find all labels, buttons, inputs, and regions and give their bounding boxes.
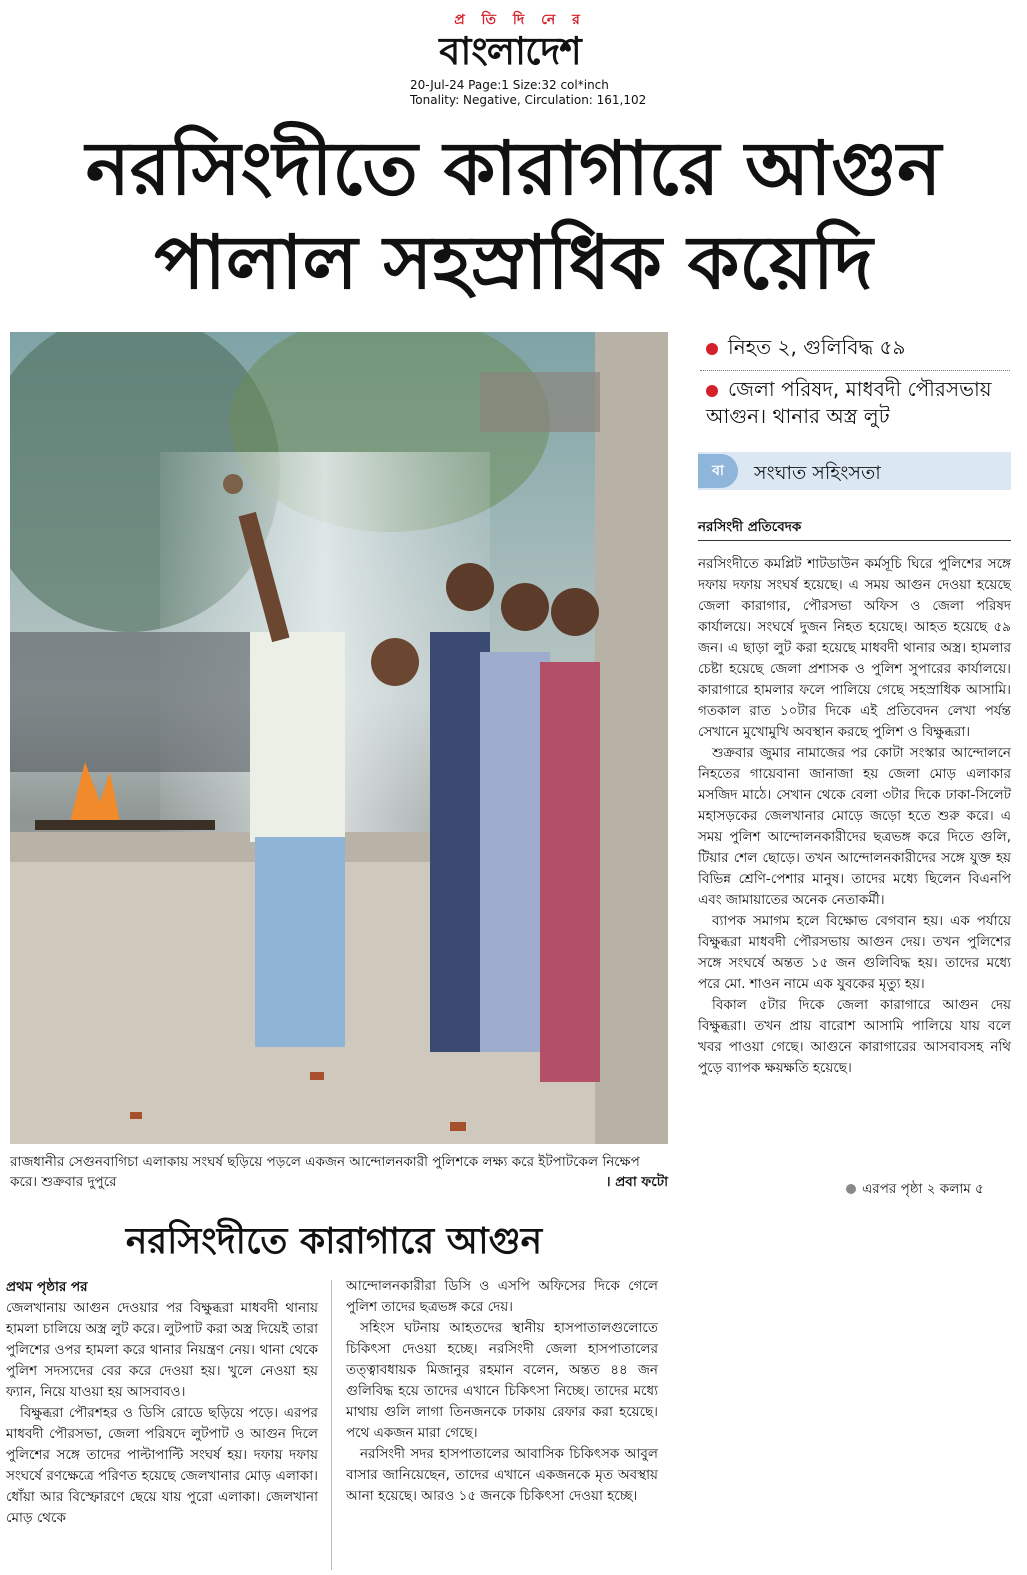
continued-note-text: এরপর পৃষ্ঠা ২ কলাম ৫ xyxy=(862,1181,984,1197)
red-dot-icon xyxy=(706,385,718,397)
tag-label: সংঘাত সহিংসতা xyxy=(754,462,881,484)
news-photo xyxy=(10,332,668,1144)
continuation-headline: নরসিংদীতে কারাগারে আগুন xyxy=(125,1221,543,1262)
article-paragraph: আন্দোলনকারীরা ডিসি ও এসপি অফিসের দিকে গেলে পুলিশ তাদের ছত্রভঙ্গ করে দেয়। xyxy=(346,1278,658,1315)
article-paragraph: সহিংস ঘটনায় আহতদের স্থানীয় হাসপাতালগুলোতে চিকিৎসা দেওয়া হচ্ছে। নরসিংদী জেলা হাসপাতালের তত্ত্বাবধায়ক মিজানুর রহমান বলেন, অন্তত ৪৪ জন গুলিবিদ্ধ হয়ে তাদের এখানে চিকিৎসা নিচ্ছে। তাদের মধ্যে মাথায় গুলি লাগা তিনজনকে ঢাকায় রেফার করা হয়েছে। পথে একজন মারা গেছে। xyxy=(346,1320,658,1441)
red-dot-icon xyxy=(706,343,718,355)
article-paragraph: বিকাল ৫টার দিকে জেলা কারাগারে আগুন দেয় বিক্ষুব্ধরা। তখন প্রায় বারোশ আসামি পালিয়ে যায় বলে খবর পাওয়া গেছে। আগুনে কারাগারের আসবাবসহ নথি পুড়ে ব্যাপক ক্ষয়ক্ষতি হয়েছে। xyxy=(698,997,1011,1076)
article-paragraph: জেলখানায় আগুন দেওয়ার পর বিক্ষুব্ধরা মাধবদী থানায় হামলা চালিয়ে অস্ত্র লুট করে। লুটপাট করা অস্ত্র দিয়েই তারা পুলিশের ওপর হামলা করে থানার নিয়ন্ত্রণ নেয়। থানা থেকে পুলিশ সদস্যদের বের করে দেওয়া হয়। খুলে নেওয়া হয় ফ্যান, নিয়ে যাওয়া হয় আসবাবও। xyxy=(6,1300,318,1400)
article-paragraph: নরসিংদীতে কমপ্লিট শাটডাউন কর্মসূচি ঘিরে পুলিশের সঙ্গে দফায় দফায় সংঘর্ষ হয়েছে। এ সময় আগুন দেওয়া হয়েছে জেলা কারাগার, পৌরসভা অফিস ও জেলা পরিষদ কার্যালয়ে। সংঘর্ষে দুজন নিহত হয়েছে। আহত হয়েছে ৫৯ জন। এ ছাড়া লুট করা হয়েছে মাধবদী থানার অস্ত্র। হামলার চেষ্টা হয়েছে জেলা প্রশাসক ও পুলিশ সুপারের কার্যালয়ে। কারাগারে হামলার ফলে পালিয়ে গেছে সহস্রাধিক আসামি। গতকাল রাত ১০টার দিকে এই প্রতিবেদন লেখা পর্যন্ত সেখানে মুখোমুখি অবস্থান করছে পুলিশ ও বিক্ষুব্ধরা। xyxy=(698,556,1011,740)
continued-from-label: প্রথম পৃষ্ঠার পর xyxy=(6,1279,88,1295)
article-paragraph: নরসিংদী সদর হাসপাতালের আবাসিক চিকিৎসক আবুল বাসার জানিয়েছেন, তাদের এখানে একজনকে মৃত অবস্থায় আনা হয়েছে। আরও ১৫ জনকে চিকিৎসা দেওয়া হচ্ছে। xyxy=(346,1446,658,1504)
highlight-text: নিহত ২, গুলিবিদ্ধ ৫৯ xyxy=(728,335,906,359)
grey-dot-icon xyxy=(846,1184,856,1194)
highlight-bullet xyxy=(706,334,905,361)
clipping-meta-line1: 20-Jul-24 Page:1 Size:32 col*inch xyxy=(410,78,609,92)
continuation-column-middle xyxy=(346,1276,658,1507)
protest-photo-illustration xyxy=(10,332,668,1144)
reporter-byline: নরসিংদী প্রতিবেদক xyxy=(698,519,802,535)
photo-caption xyxy=(10,1152,668,1192)
section-tag xyxy=(698,452,1011,490)
article-paragraph: বিক্ষুব্ধরা পৌরশহর ও ডিসি রোডে ছড়িয়ে পড়ে। এরপর মাধবদী পৌরসভা, জেলা পরিষদে লুটপাট ও আগুন দিলে পুলিশের সঙ্গে তাদের পাল্টাপাল্টি সংঘর্ষ হয়। দফায় দফায় সংঘর্ষে রণক্ষেত্রে পরিণত হয়েছে জেলখানার মোড় এলাকা। ধোঁয়া আর বিস্ফোরণে ছেয়ে যায় পুরো এলাকা। জেলখানা মোড় থেকে xyxy=(6,1405,318,1526)
masthead-kicker: প্র তি দি নে র xyxy=(454,12,586,28)
continued-note xyxy=(846,1178,984,1201)
article-paragraph: শুক্রবার জুমার নামাজের পর কোটা সংস্কার আন্দোলনে নিহতের গায়েবানা জানাজা হয় জেলা মোড় এলাকার মসজিদ মাঠে। সেখান থেকে বেলা ৩টার দিকে ঢাকা-সিলেট মহাসড়কের জেলখানার মোড়ে জড়ো হতে শুরু করে। এ সময় পুলিশ আন্দোলনকারীদের ছত্রভঙ্গ করে দিতে গুলি, টিয়ার শেল ছোড়ে। তখন আন্দোলনকারীদের সঙ্গে যুক্ত হয় বিভিন্ন শ্রেণি-পেশার মানুষ। তাদের মধ্যে ছিলেন বিএনপি এবং জামায়াতের অনেক নেতাকর্মী। xyxy=(698,745,1011,908)
tag-logo-icon: বা xyxy=(698,454,738,488)
bullet-divider xyxy=(700,370,1010,371)
byline-divider xyxy=(698,540,1011,541)
photo-caption-text: রাজধানীর সেগুনবাগিচা এলাকায় সংঘর্ষ ছড়িয়ে পড়লে একজন আন্দোলনকারী পুলিশকে লক্ষ্য করে ইটপাটকেল নিক্ষেপ করে। শুক্রবার দুপুরে xyxy=(10,1154,640,1190)
column-divider xyxy=(331,1280,332,1570)
clipping-meta-line2: Tonality: Negative, Circulation: 161,102 xyxy=(410,93,647,107)
photo-credit: । প্রবা ফটো xyxy=(605,1174,668,1190)
highlight-text: জেলা পরিষদ, মাধবদী পৌরসভায় আগুন। থানার অস্ত্র লুট xyxy=(706,377,992,428)
main-headline-line2: পালাল সহস্রাধিক কয়েদি xyxy=(154,220,873,306)
main-headline-line1: নরসিংদীতে কারাগারে আগুন xyxy=(85,126,942,212)
masthead-title: বাংলাদেশ xyxy=(439,29,581,73)
article-body xyxy=(698,554,1011,1079)
article-paragraph: ব্যাপক সমাগম হলে বিক্ষোভ বেগবান হয়। এক পর্যায়ে বিক্ষুব্ধরা মাধবদী পৌরসভায় আগুন দেয়। তখন পুলিশের সঙ্গে সংঘর্ষে অন্তত ১৫ জন গুলিবিদ্ধ হয়। তাদের মধ্যে পরে মো. শাওন নামে এক যুবকের মৃত্যু হয়। xyxy=(698,913,1011,992)
continuation-column-left xyxy=(6,1298,318,1529)
highlight-bullet xyxy=(706,376,1011,430)
